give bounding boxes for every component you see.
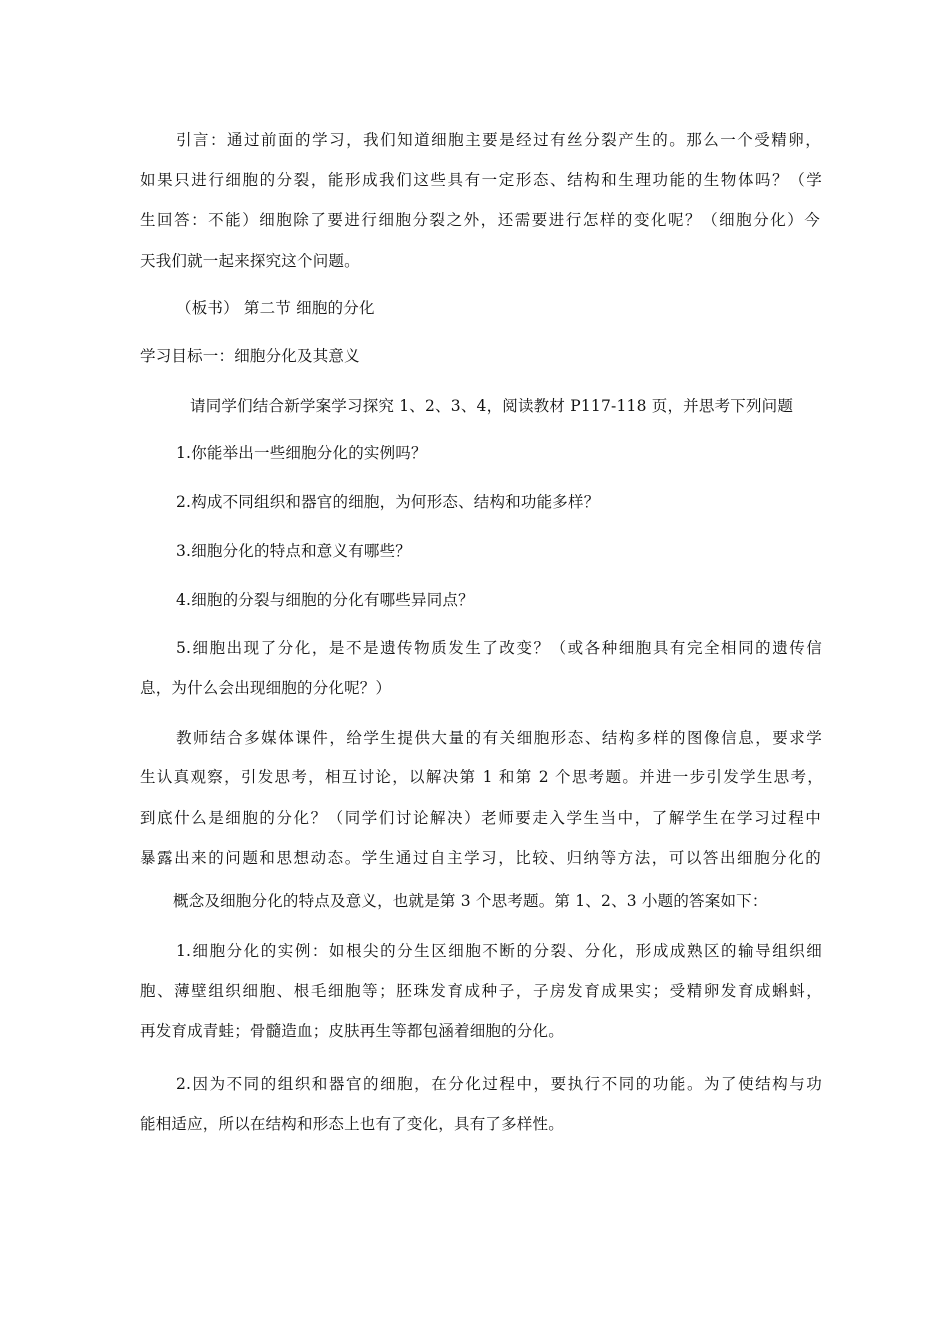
board-heading: （板书） 第二节 细胞的分化	[176, 299, 375, 317]
answer-1-line-1: 1.细胞分化的实例：如根尖的分生区细胞不断的分裂、分化，形成成熟区的输导组织细	[176, 942, 822, 960]
objective-heading: 学习目标一：细胞分化及其意义	[140, 347, 360, 365]
question-5-line-2: 息，为什么会出现细胞的分化呢？）	[140, 679, 392, 697]
teacher-line-1: 教师结合多媒体课件，给学生提供大量的有关细胞形态、结构多样的图像信息，要求学	[176, 729, 822, 747]
answer-1-line-3: 再发育成青蛙；骨髓造血；皮肤再生等都包涵着细胞的分化。	[140, 1022, 564, 1040]
answer-1-line-2: 胞、薄壁组织细胞、根毛细胞等；胚珠发育成种子，子房发育成果实；受精卵发育成蝌蚪，	[140, 982, 822, 1000]
teacher-line-2: 生认真观察，引发思考，相互讨论，以解决第 1 和第 2 个思考题。并进一步引发学生思考，	[140, 768, 823, 786]
teacher-line-3: 到底什么是细胞的分化？（同学们讨论解决）老师要走入学生当中，了解学生在学习过程中	[140, 809, 821, 827]
instruction-line: 请同学们结合新学案学习探究 1、2、3、4，阅读教材 P117-118 页，并思考下列问题	[190, 397, 794, 415]
intro-line-3: 生回答：不能）细胞除了要进行细胞分裂之外，还需要进行怎样的变化呢？（细胞分化）今	[140, 211, 820, 229]
teacher-line-4: 暴露出来的问题和思想动态。学生通过自主学习，比较、归纳等方法，可以答出细胞分化的	[140, 849, 821, 867]
question-2: 2.构成不同组织和器官的细胞，为何形态、结构和功能多样？	[176, 493, 600, 511]
intro-line-4: 天我们就一起来探究这个问题。	[140, 252, 360, 270]
question-5-line-1: 5.细胞出现了分化，是不是遗传物质发生了改变？（或各种细胞具有完全相同的遗传信	[176, 639, 822, 657]
intro-line-1: 引言：通过前面的学习，我们知道细胞主要是经过有丝分裂产生的。那么一个受精卵，	[176, 131, 821, 149]
intro-line-2: 如果只进行细胞的分裂，能形成我们这些具有一定形态、结构和生理功能的生物体吗？（学	[140, 171, 822, 189]
answer-2-line-1: 2.因为不同的组织和器官的细胞，在分化过程中，要执行不同的功能。为了使结构与功	[176, 1075, 822, 1093]
answer-2-line-2: 能相适应，所以在结构和形态上也有了变化，具有了多样性。	[140, 1115, 564, 1133]
teacher-line-5: 概念及细胞分化的特点及意义，也就是第 3 个思考题。第 1、2、3 小题的答案如下：	[173, 892, 768, 910]
question-1: 1.你能举出一些细胞分化的实例吗？	[176, 444, 427, 462]
question-3: 3.细胞分化的特点和意义有哪些？	[176, 542, 411, 560]
question-4: 4.细胞的分裂与细胞的分化有哪些异同点？	[176, 591, 474, 609]
